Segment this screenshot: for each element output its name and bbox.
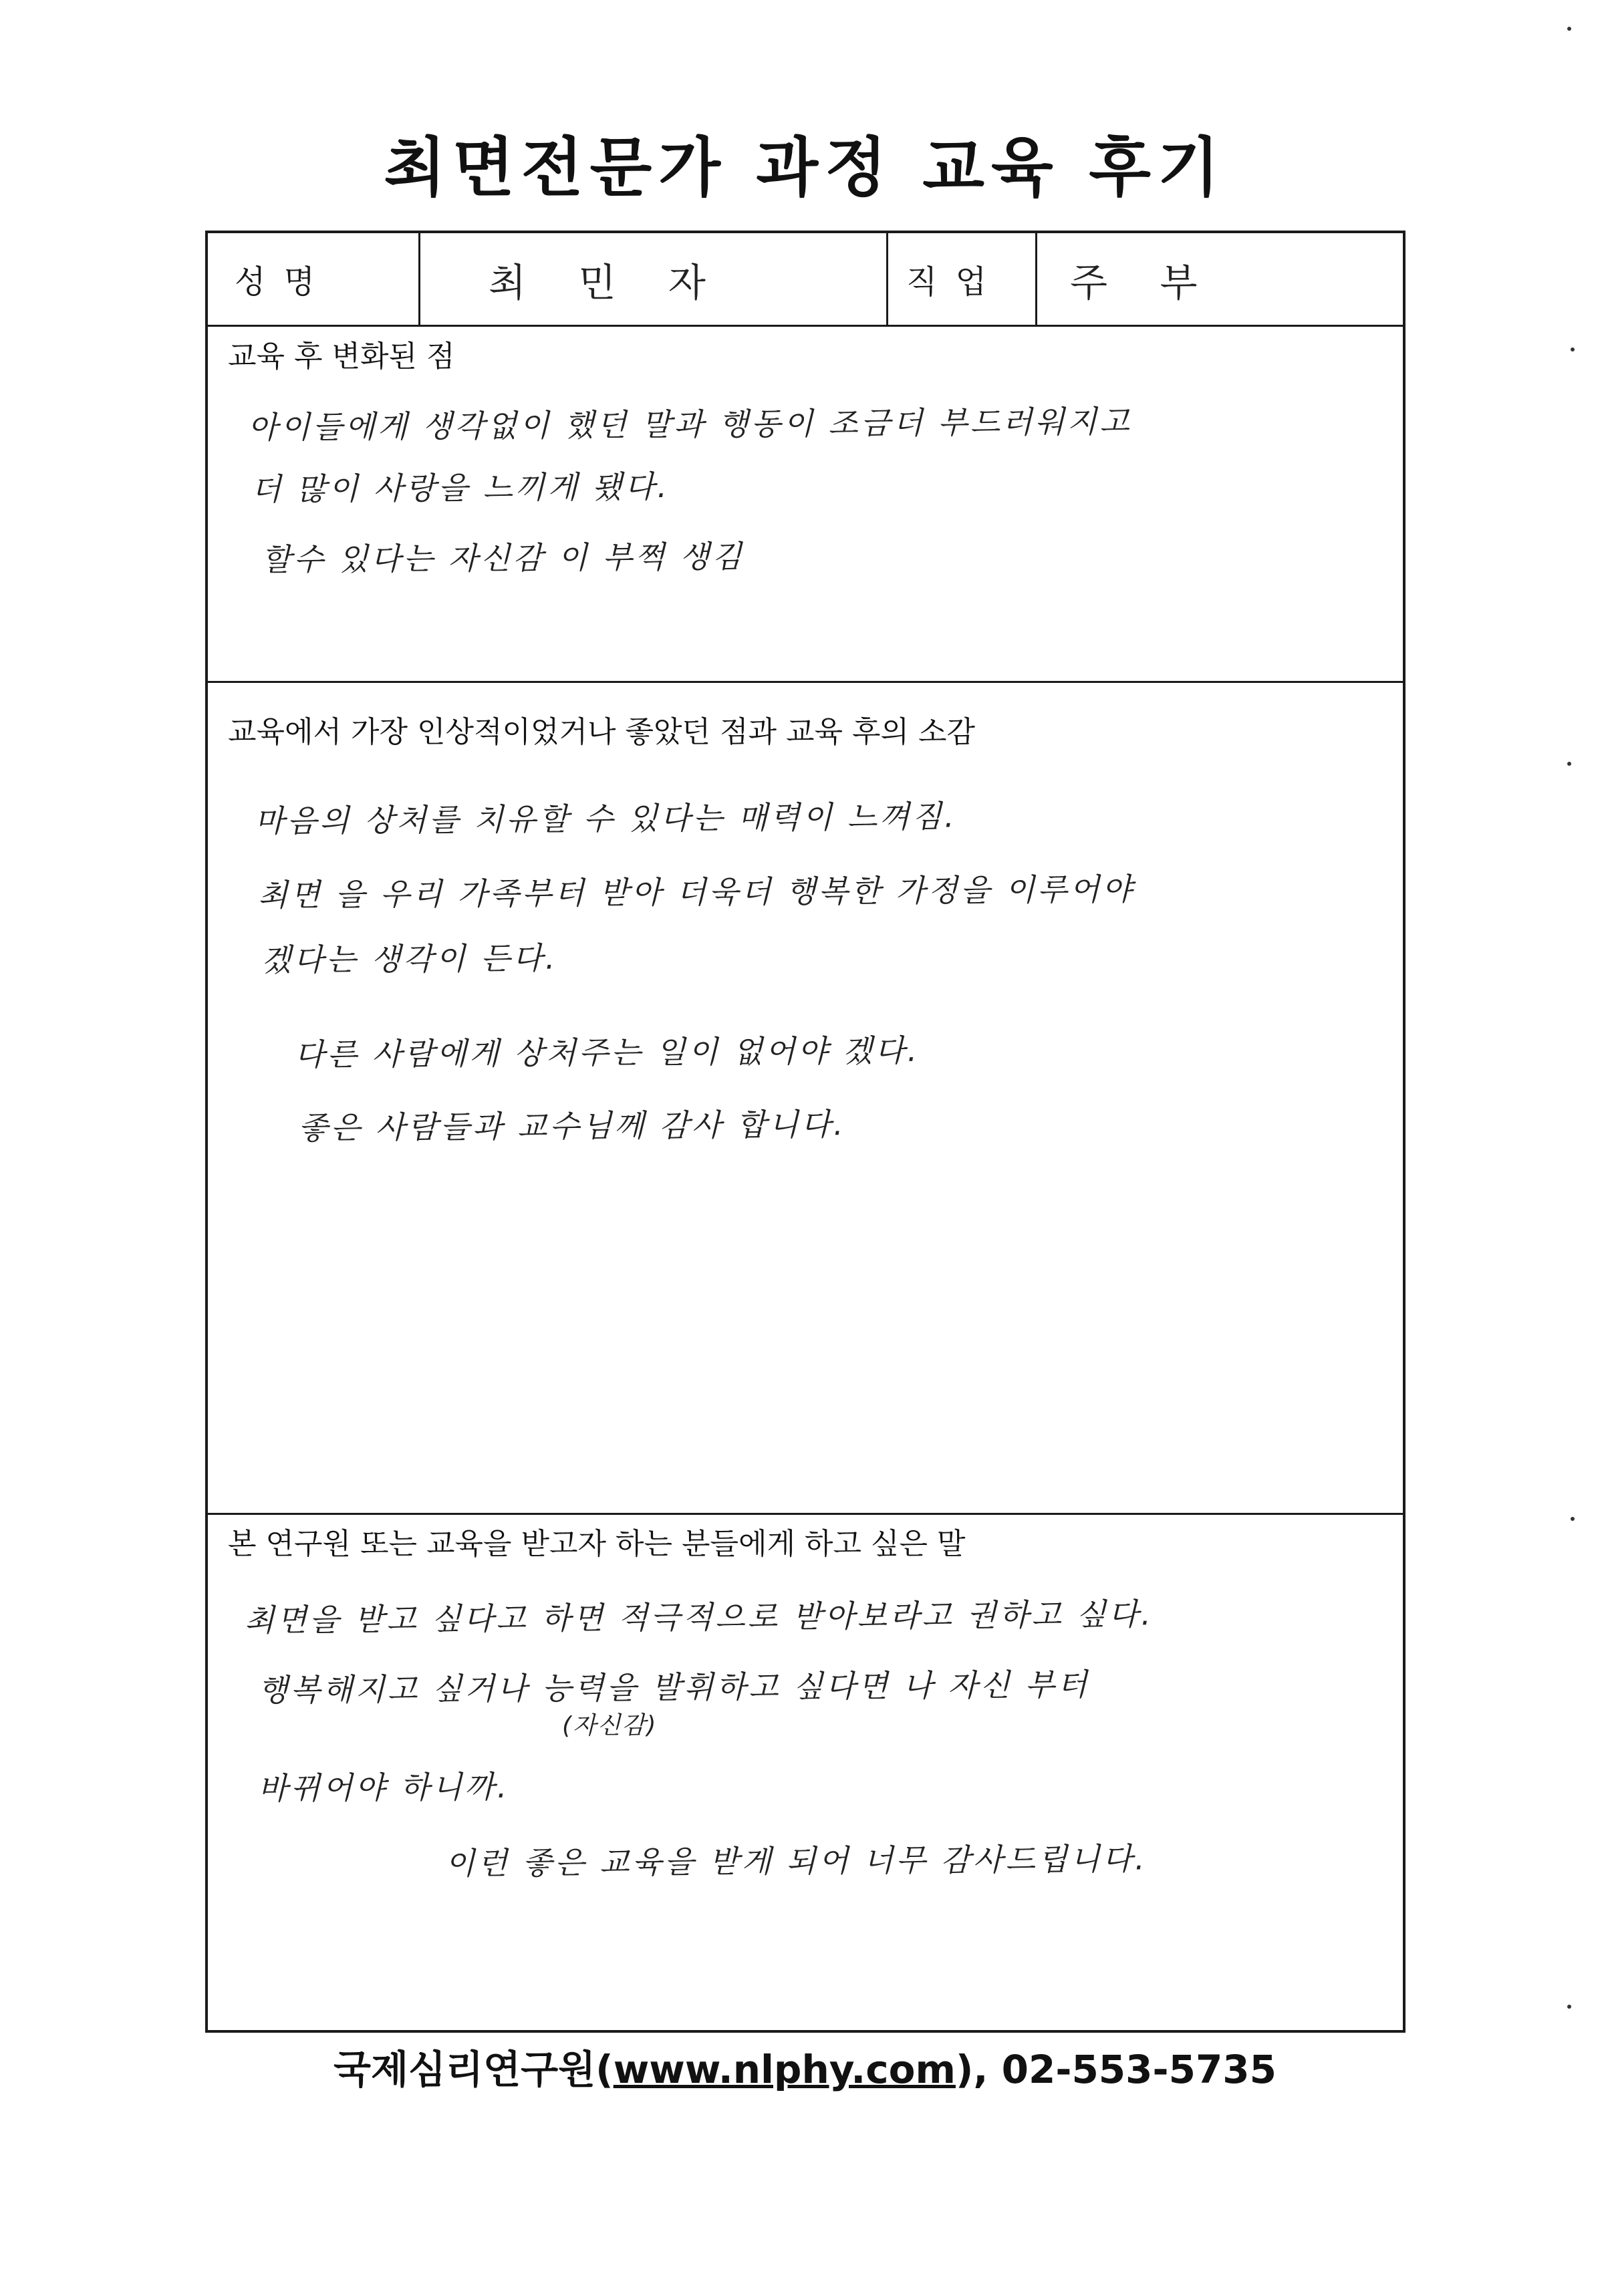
handwritten-line: 이런 좋은 교육을 받게 되어 너무 감사드립니다. (444, 1840, 1148, 1882)
section-changes-label: 교육 후 변화된 점 (228, 339, 455, 374)
row-divider (208, 325, 1403, 327)
footer-website-link[interactable]: www.nlphy.com (613, 2047, 956, 2092)
footer-tail: ), 02-553-5735 (955, 2047, 1277, 2092)
scan-speck (1567, 27, 1571, 31)
divider (1035, 233, 1037, 325)
scan-speck (1571, 347, 1575, 351)
handwritten-line: 다른 사람에게 상처주는 일이 없어야 겠다. (294, 1032, 920, 1073)
handwritten-line: 바뀌어야 하니까. (257, 1768, 510, 1807)
divider (418, 233, 420, 325)
handwritten-line: 좋은 사람들과 교수님께 감사 합니다. (297, 1106, 846, 1146)
section-impressions-label: 교육에서 가장 인상적이었거나 좋았던 점과 교육 후의 소감 (228, 715, 975, 749)
scan-speck (1571, 1517, 1575, 1521)
row-divider (208, 681, 1403, 683)
handwritten-line: 최면 을 우리 가족부터 받아 더욱더 행복한 가정을 이루어야 (257, 871, 1135, 913)
handwritten-line: 할수 있다는 자신감 이 부쩍 생김 (261, 538, 745, 578)
handwritten-line: 마음의 상처를 치유할 수 있다는 매력이 느껴짐. (254, 798, 957, 839)
handwritten-line: 최면을 받고 싶다고 하면 적극적으로 받아보라고 권하고 싶다. (244, 1596, 1154, 1638)
job-value: 주 부 (1070, 259, 1218, 305)
handwritten-annotation: (자신감) (561, 1711, 658, 1740)
footer-contact (0, 2038, 1610, 2094)
row-divider (208, 1513, 1403, 1515)
job-label: 직 업 (906, 263, 990, 301)
handwritten-line: 겠다는 생각이 든다. (261, 940, 558, 978)
divider (886, 233, 888, 325)
handwritten-line: 아이들에게 생각없이 했던 말과 행동이 조금더 부드러워지고 (247, 403, 1132, 446)
scan-speck (1567, 2005, 1571, 2009)
name-value: 최 민 자 (489, 259, 726, 305)
name-label: 성 명 (235, 263, 319, 301)
footer-org: 국제심리연구원( (333, 2047, 614, 2092)
section-message-label: 본 연구원 또는 교육을 받고자 하는 분들에게 하고 싶은 말 (228, 1527, 966, 1561)
page-title: 최면전문가 과정 교육 후기 (384, 130, 1226, 205)
review-form-table (205, 231, 1405, 2033)
scan-speck (1567, 762, 1571, 766)
handwritten-line: 행복해지고 싶거나 능력을 발휘하고 싶다면 나 자신 부터 (257, 1666, 1090, 1709)
handwritten-line: 더 많이 사랑을 느끼게 됐다. (251, 468, 670, 508)
